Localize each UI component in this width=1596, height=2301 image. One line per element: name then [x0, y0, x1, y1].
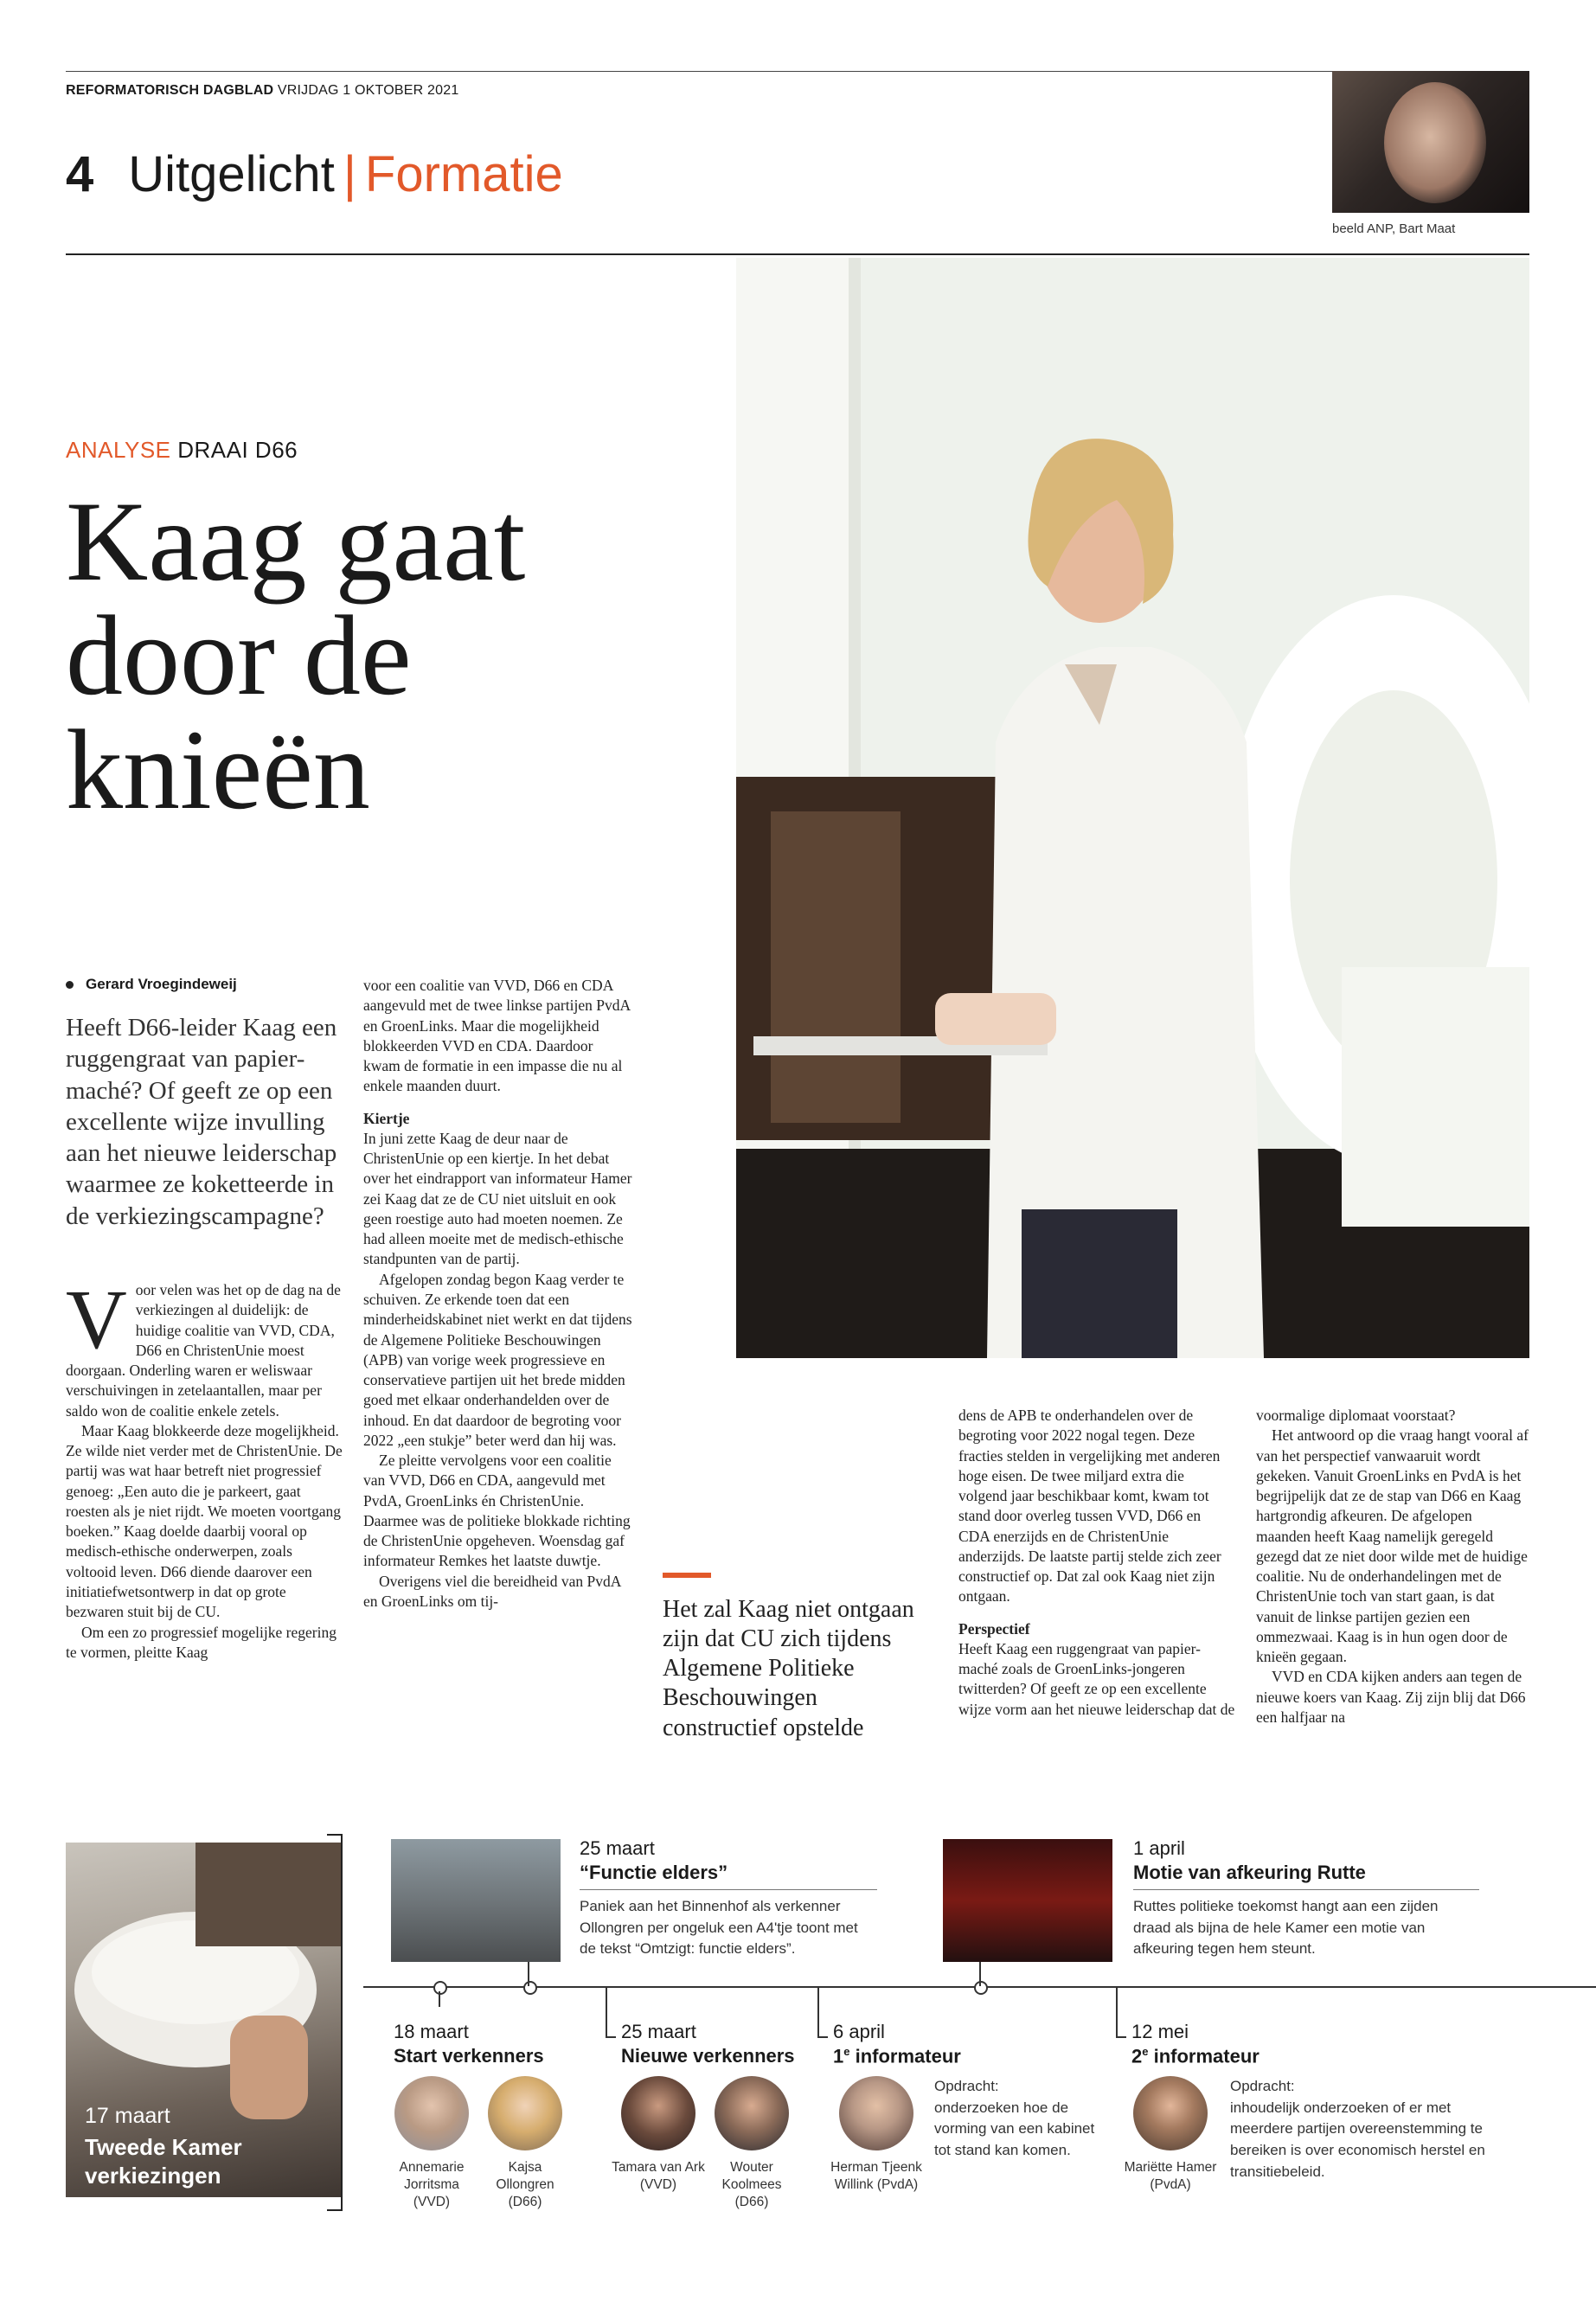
article-intro: Heeft D66-leider Kaag een ruggengraat van papier-maché? Of geeft ze op een excellente wijze invulling aan het nieuwe leiderschap waarmee ze koketteerde in de verkiezingscampagne?: [66, 1014, 337, 1230]
event-title: 1e informateur: [833, 2045, 961, 2067]
paragraph: Het antwoord op die vraag hangt vooral af van het perspectief vanwaaruit wordt gekeken. Vanuit GroenLinks en PvdA is het begrijpelijk dat ze de stap van D66 en Kaag hartgrondig afkeuren. De afgelopen maanden heeft Kaag namelijk geregeld gezegd dat ze niet door wilde met de huidige coalitie. Nu de onderhandelingen met de ChristenUnie toch van start gaan, is dat vanuit de linkse partijen gezien een ommezwaai. Kaag is in hun ogen door de knieën gegaan.: [1256, 1426, 1529, 1666]
stem-tick: [606, 2036, 616, 2038]
avatar: [488, 2076, 562, 2150]
event-underline: [580, 1889, 877, 1890]
event-task: [934, 2076, 1107, 2162]
subheading: Kiertje: [363, 1109, 410, 1127]
header-thumbnail-face: [1384, 82, 1486, 203]
avatar: [839, 2076, 913, 2150]
paragraph: In juni zette Kaag de deur naar de ChristenUnie op een kiertje. In het debat over het eindrapport van informateur Hamer zei Kaag dat ze de CU niet uitsluit en ook geen roestige auto had moeten noemen. Ze had alleen moeite met de medisch-ethische standpunten van de partij.: [363, 1129, 632, 1268]
event-task: [1230, 2076, 1498, 2182]
task-text: inhoudelijk onderzoeken of er met meerdere partijen overeenstemming te bereiken is over economisch herstel en transitiebeleid.: [1230, 2099, 1485, 2180]
event-title: Start verkenners: [394, 2045, 544, 2067]
task-label: Opdracht:: [1230, 2078, 1295, 2094]
timeline-stem: [528, 1962, 529, 1986]
stem-tick: [1116, 2036, 1126, 2038]
headline-line: knieën: [66, 706, 370, 833]
headline-line: door de: [66, 592, 412, 719]
event-date: 6 april: [833, 2021, 885, 2042]
event-text: Paniek aan het Binnenhof als verkenner Ollongren per ongeluk een A4'tje toont met de tekst “Omtzigt: functie elders”.: [580, 1898, 858, 1958]
avatar: [621, 2076, 695, 2150]
person-name: Herman Tjeenk Willink (PvdA): [830, 2160, 922, 2193]
timeline-stem: [817, 1986, 819, 2038]
kicker: [66, 437, 298, 464]
subsection-name: Formatie: [364, 146, 563, 202]
page-number: 4: [66, 146, 94, 202]
person-name: Kajsa Ollongren (D66): [496, 2160, 554, 2210]
main-photo: [736, 258, 1529, 1358]
timeline-stem: [979, 1962, 981, 1986]
issue-date: VRIJDAG 1 OKTOBER 2021: [277, 83, 459, 98]
paper-name: REFORMATORISCH DAGBLAD: [66, 83, 274, 98]
byline: [66, 976, 237, 993]
paragraph: Maar Kaag blokkeerde deze mogelijkheid. Ze wilde niet verder met de ChristenUnie. De partij was wat haar betreft niet progressief genoeg: „Een auto die je parkeert, gaat roesten als je niet rijdt. We moeten voortgang boeken.” Kaag doelde daarbij vooral op medisch-ethische onderwerpen, zoals voltooid leven. D66 diende daarover een initiatiefwetsontwerp in dat op grote bezwaren stuit bij de CU.: [66, 1421, 343, 1621]
timeline-stem: [1116, 1986, 1118, 2038]
paragraph: voormalige diplomaat voorstaat?: [1256, 1407, 1456, 1424]
paragraph: dens de APB te onderhandelen over de begroting voor 2022 nogal tegen. Deze fracties stelden in vergelijking met anderen hoge eisen. De twee miljard extra die volgend jaar beschikbaar komt, kwam tot stand door overleg tussen VVD, D66 en CDA enerzijds en de ChristenUnie anderzijds. De laatste partij stelde zich zeer constructief op. Dat zal ook Kaag niet zijn ontgaan.: [958, 1407, 1221, 1606]
event-text: Ruttes politieke toekomst hangt aan een zijden draad als bijna de hele Kamer een motie van afkeuring tegen hem steunt.: [1133, 1898, 1439, 1958]
event-title: “Functie elders”: [580, 1862, 728, 1883]
paragraph: voor een coalitie van VVD, D66 en CDA aangevuld met de twee linkse partijen PvdA en GroenLinks. Maar die mogelijkheid blokkeerden VVD en CDA. Daardoor kwam de formatie in een impasse die nu al enkele maanden duurt.: [363, 977, 631, 1095]
paper-line: [66, 83, 1529, 99]
main-photo-illustration: [736, 258, 1529, 1358]
article-column-4: [1256, 1406, 1529, 1727]
event-photo-functie-elders: [391, 1839, 561, 1962]
event-date: 18 maart: [394, 2021, 469, 2042]
kicker-topic: DRAAI D66: [177, 437, 298, 463]
event-date: 1 april: [1133, 1837, 1185, 1859]
event-date: 25 maart: [621, 2021, 696, 2042]
paragraph: Ze pleitte vervolgens voor een coalitie van VVD, D66 en CDA, aangevuld met PvdA, GroenLinks én ChristenUnie. Daarmee was de politieke blokkade richting de ChristenUnie opgeheven. Woensdag gaf informateur Remkes het laatste duwtje.: [363, 1452, 631, 1570]
event-title: Nieuwe verkenners: [621, 2045, 795, 2067]
timeline-knot: [433, 1981, 447, 1995]
avatar: [1133, 2076, 1208, 2150]
pullquote: Het zal Kaag niet ontgaan zijn dat CU zich tijdens Algemene Politieke Beschouwingen constructief opstelde: [663, 1596, 914, 1741]
timeline-start-date: 17 maart: [85, 2104, 170, 2128]
article-column-3: [958, 1406, 1235, 1720]
person-name: Mariëtte Hamer (PvdA): [1124, 2160, 1217, 2193]
kicker-label: ANALYSE: [66, 437, 171, 463]
timeline-stem: [606, 1986, 607, 2038]
byline-bullet: [66, 981, 74, 989]
paragraph: Om een zo progressief mogelijke regering te vormen, pleitte Kaag: [66, 1623, 337, 1661]
paragraph: Overigens viel die bereidheid van PvdA en GroenLinks om tij-: [363, 1572, 621, 1610]
event-date: 25 maart: [580, 1837, 655, 1859]
article-column-1: [66, 1273, 343, 1663]
author-name: Gerard Vroegindeweij: [86, 976, 237, 992]
section-title: [66, 145, 563, 203]
event-title: 2e informateur: [1131, 2045, 1259, 2067]
section-separator: |: [343, 146, 356, 202]
pullquote-accent: [663, 1573, 711, 1578]
task-label: Opdracht:: [934, 2078, 999, 2094]
section-name: Uitgelicht: [128, 146, 335, 202]
headline: [66, 478, 689, 833]
avatar: [715, 2076, 789, 2150]
event-underline: [1133, 1889, 1479, 1890]
event-photo-motie: [943, 1839, 1112, 1962]
timeline-stem: [439, 1991, 440, 2007]
timeline-knot: [523, 1981, 537, 1995]
person-name: Tamara van Ark (VVD): [612, 2160, 705, 2193]
header-rule: [66, 253, 1529, 255]
top-rule: [66, 71, 1529, 72]
timeline-bracket: [327, 1834, 343, 2211]
paragraph: Heeft Kaag een ruggengraat van papier-maché zoals de GroenLinks-jongeren twitterden? Of geeft ze op een excellente wijze vorm aan het nieuwe leiderschap dat de: [958, 1639, 1235, 1718]
timeline-knot: [974, 1981, 988, 1995]
avatar: [394, 2076, 469, 2150]
timeline-start-title: Tweede Kamer verkiezingen: [85, 2134, 242, 2189]
headline-line: Kaag gaat: [66, 478, 526, 605]
photo-credit: beeld ANP, Bart Maat: [1332, 221, 1456, 236]
task-text: onderzoeken hoe de vorming van een kabinet tot stand kan komen.: [934, 2099, 1095, 2158]
paragraph: VVD en CDA kijken anders aan tegen de nieuwe koers van Kaag. Zij zijn blij dat D66 een halfjaar na: [1256, 1668, 1526, 1726]
subheading: Perspectief: [958, 1619, 1030, 1638]
paragraph: Afgelopen zondag begon Kaag verder te schuiven. Ze erkende toen dat een minderheidskabinet niet werkt en dat tijdens de Algemene Politieke Beschouwingen (APB) van vorige week progressieve en conservatieve partijen uit het brede midden goed met elkaar onderhandelden over de inhoud. En dat daardoor de begroting voor 2022 „een stukje” beter werd dan hij was.: [363, 1270, 632, 1449]
paragraph: oor velen was het op de dag na de verkiezingen al duidelijk: de huidige coalitie van VVD, CDA, D66 en ChristenUnie moest doorgaan. Onderling waren er weliswaar verschuivingen in zetelaantallen, maar per saldo won de coalitie enkele zetels.: [66, 1281, 341, 1420]
article-column-2: [363, 976, 633, 1612]
event-date: 12 mei: [1131, 2021, 1189, 2042]
person-name: Annemarie Jorritsma (VVD): [399, 2160, 465, 2210]
person-name: Wouter Koolmees (D66): [721, 2160, 782, 2210]
drop-cap: V: [66, 1273, 127, 1367]
event-title: Motie van afkeuring Rutte: [1133, 1862, 1366, 1883]
stem-tick: [817, 2036, 828, 2038]
